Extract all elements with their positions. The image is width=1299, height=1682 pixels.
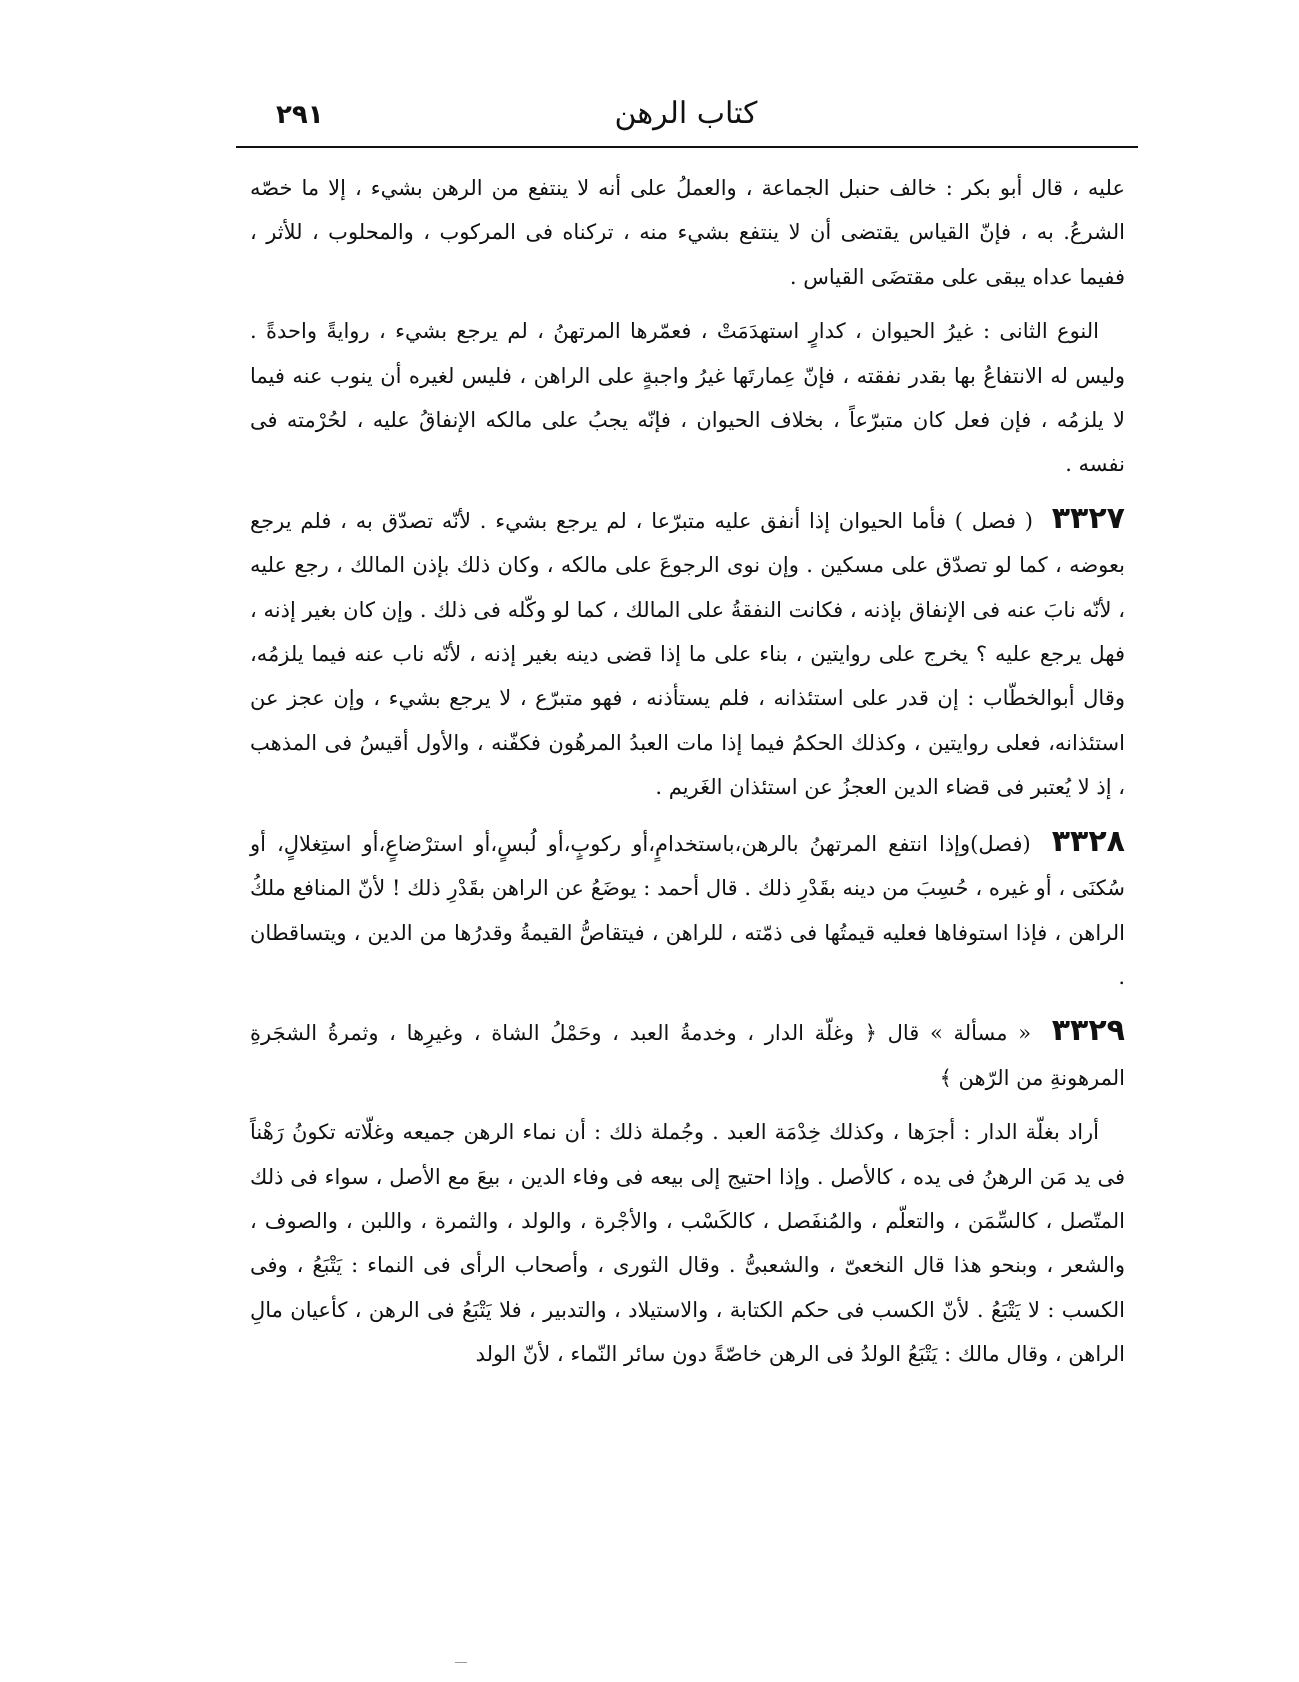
section-number: ٣٣٢٩ [1051,1013,1125,1049]
running-title: كتاب الرهن [614,96,758,131]
section-3329 [250,1009,1125,1100]
paragraph-2 [250,309,1125,487]
paragraph-text: أراد بغلّة الدار : أجرَها ، وكذلك خِدْمَة العبد . وجُملة ذلك : أن نماء الرهن جميعه وغلّاته تكونُ رَهْناً فى يد مَن الرهنُ فى يده ، كالأصل . وإذا احتيج إلى بيعه فى وفاء الدين ، بيعَ مع الأصل ، سواء فى ذلك المتّصل ، كالسِّمَن ، والتعلّم ، والمُنفَصل ، كالكَسْب ، والأجْرة ، والولد ، والثمرة ، واللبن ، والصوف ، والشعر ، وبنحو هذا قال النخعىّ ، والشعبىُّ . وقال الثورى ، وأصحاب الرأى فى النماء : يَتْبَعُ ، وفى الكسب : لا يَتْبَعُ . لأنّ الكسب فى حكم الكتابة ، والاستيلاد ، والتدبير ، فلا يَتْبَعُ فى الرهن ، كأعيان مالِ الراهن ، وقال مالك : يَتْبَعُ الولدُ فى الرهن خاصّةً دون سائر النّماء ، لأنّ الولد [250,1120,1125,1367]
section-3327 [250,497,1125,810]
paragraph-6 [250,1110,1125,1376]
paragraph-text: النوع الثانى : غيرُ الحيوان ، كدارٍ استهدَمَتْ ، فعمّرها المرتهنُ ، لم يرجع بشيء ، روايةً واحدةً . وليس له الانتفاعُ بها بقدر نفقته ، فإنّ عِمارتَها غيرُ واجبةٍ على الراهن ، فليس لغيره أن ينوب عنه فيما لا يلزمُه ، فإن فعل كان متبرّعاً ، بخلاف الحيوان ، فإنّه يجبُ على مالكه الإنفاقُ عليه ، لحُرْمته فى نفسه . [250,319,1125,477]
page-number: ٢٩١ [276,100,324,130]
paragraph-1 [250,166,1125,299]
section-number: ٣٣٢٧ [1051,500,1125,536]
paragraph-text: ( فصل ) فأما الحيوان إذا أنفق عليه متبرّعا ، لم يرجع بشيء . لأنّه تصدّق به ، فلم يرجع بعوضه ، كما لو تصدّق على مسكين . وإن نوى الرجوعَ على مالكه ، وكان ذلك بإذن المالك ، رجع عليه ، لأنّه نابَ عنه فى الإنفاق بإذنه ، فكانت النفقةُ على المالك ، كما لو وكّله فى ذلك . وإن كان بغير إذنه ، فهل يرجع عليه ؟ يخرج على روايتين ، بناء على ما إذا قضى دينه بغير إذنه ، لأنّه ناب عنه فيما يلزمُه، وقال أبوالخطّاب : إن قدر على استئذانه ، فلم يستأذنه ، فهو متبرّع ، لا يرجع بشيء ، وإن عجز عن استئذانه، فعلى روايتين ، وكذلك الحكمُ فيما إذا مات العبدُ المرهُون فكفّنه ، والأول أقيسُ فى المذهب ، إذ لا يُعتبر فى قضاء الدين العجزُ عن استئذان الغَريم . [250,508,1125,800]
section-number: ٣٣٢٨ [1051,823,1125,859]
paragraph-text: (فصل)وإذا انتفع المرتهنُ بالرهن،باستخدامٍ،أو ركوبٍ،أو لُبسٍ،أو استرْضاعٍ،أو استِغلالٍ، أو سُكنَى ، أو غيره ، حُسِبَ من دينه بقَدْرِ ذلك . قال أحمد : يوضَعُ عن الراهن بقَدْرِ ذلك ! لأنّ المنافع ملكُ الراهن ، فإذا استوفاها فعليه قيمتُها فى ذمّته ، للراهن ، فيتقاصُّ القيمةُ وقدرُها من الدين ، ويتساقطان . [250,831,1125,989]
paragraph-text: عليه ، قال أبو بكر : خالف حنبل الجماعة ، والعملُ على أنه لا ينتفع من الرهن بشيء ، إلا ما خصّه الشرعُ. به ، فإنّ القياس يقتضى أن لا ينتفع بشيء منه ، تركناه فى المركوب ، والمحلوب ، للأثر ، ففيما عداه يبقى على مقتضَى القياس . [250,176,1125,289]
page-header [236,96,1136,146]
footer-mark [455,1662,467,1663]
body-text [250,166,1125,1387]
section-3328 [250,820,1125,1000]
paragraph-text: « مسألة » قال ﴿ وغلّة الدار ، وخدمةُ العبد ، وحَمْلُ الشاة ، وغيرِها ، وثمرةُ الشجَرةِ المرهونةِ من الرّهن ﴾ [250,1021,1125,1090]
header-rule [236,146,1138,148]
